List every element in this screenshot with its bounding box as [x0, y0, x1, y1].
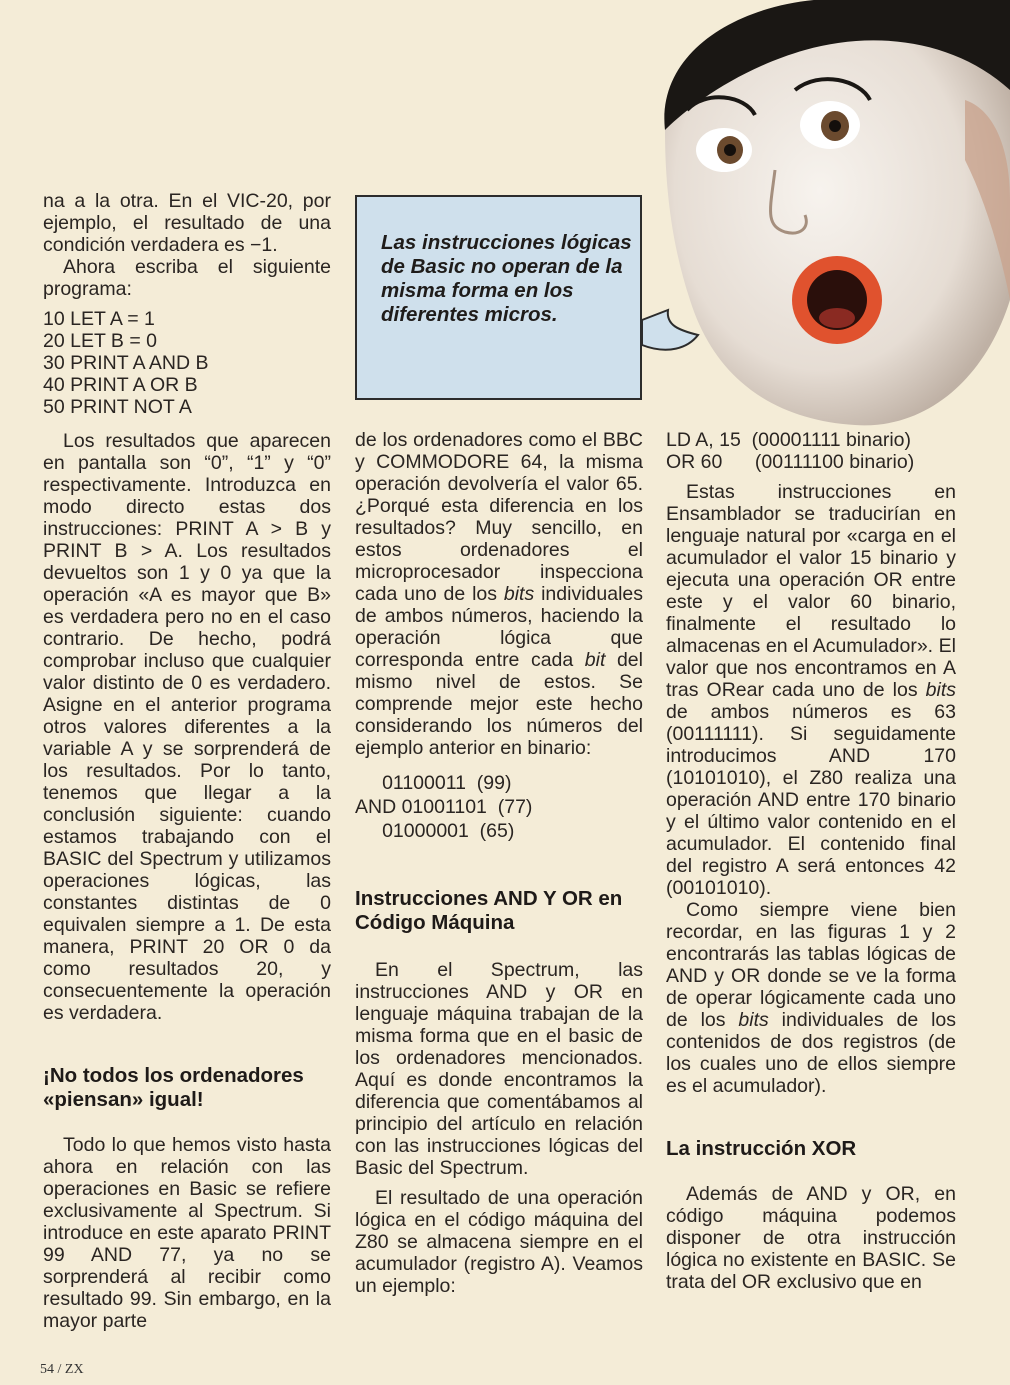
binary-line: 01100011 (99) — [355, 772, 512, 794]
callout-box — [355, 195, 642, 400]
text-run-italic: bit — [584, 649, 606, 671]
text-run: Como siempre viene bien recordar, en las figuras 1 y 2 encontrarás las tablas lógicas de AND y OR donde se ve la forma de operar lógicamente cada uno de los — [666, 899, 956, 1031]
binary-line: 01000001 (65) — [355, 820, 515, 842]
column-2 — [355, 429, 643, 1297]
text-run: individuales de ambos números, haciendo la operación lógica que corresponda entre cada — [355, 583, 643, 671]
paragraph — [666, 481, 956, 899]
paragraph: Además de AND y OR, en código máquina podemos disponer de otra instrucción lógica no existente en BASIC. Se trata del OR exclusivo que en — [666, 1183, 956, 1293]
code-line: 30 PRINT A AND B — [43, 352, 209, 374]
section-heading: ¡No todos los ordenadores «piensan» igual! — [43, 1064, 304, 1111]
paragraph: Todo lo que hemos visto hasta ahora en relación con las operaciones en Basic se refiere exclusivamente al Spectrum. Si introduce en este aparato PRINT 99 AND 77, ya no se sorprenderá al recibir como resultado 99. Sin embargo, en la mayor parte — [43, 1134, 331, 1332]
paragraph: El resultado de una operación lógica en el código máquina del Z80 se almacena siempre en el acumulador (registro A). Veamos un ejemplo: — [355, 1187, 643, 1297]
text-run: Estas instrucciones en Ensamblador se traducirían en lenguaje natural por «carga en el acumulador el valor 15 binario y ejecuta una operación OR entre este y el valor 60 binario, finalmente el resultado lo almacenas en el Acumulador». El valor que nos encontramos en A tras ORear cada uno de los — [666, 481, 956, 701]
text-run: de los ordenadores como el BBC y COMMODORE 64, la misma operación devolvería el valor 65. ¿Porqué esta diferencia en los resultados? Muy sencillo, en estos ordenadores el microprocesador inspecciona cada uno de los — [355, 429, 643, 605]
code-line: 10 LET A = 1 — [43, 308, 155, 330]
code-line: 40 PRINT A OR B — [43, 374, 198, 396]
assembler-example — [666, 429, 956, 473]
text-run-italic: bits — [925, 679, 956, 701]
paragraph: na a la otra. En el VIC-20, por ejemplo, el resultado de una condición verdadera es −1. — [43, 190, 331, 256]
text-run: individuales de los contenidos de dos registros (de los cuales uno de ellos siempre es el acumulador). — [666, 1009, 956, 1097]
speech-bubble-tail-icon — [638, 300, 708, 370]
page-folio: 54 / ZX — [40, 1362, 84, 1377]
column-3 — [666, 429, 956, 1293]
basic-program-listing — [43, 308, 331, 418]
paragraph: Los resultados que aparecen en pantalla son “0”, “1” y “0” respectivamente. Introduzca en modo directo estas dos instrucciones: PRINT A > B y PRINT B > A. Los resultados devueltos son 1 y 0 ya que la operación «A es mayor que B» es verdadera pero no en el caso contrario. De hecho, podrá comprobar incluso que cualquier valor distinto de 0 es verdadero. Asigne en el anterior programa otros valores diferentes a la variable A y se sorprenderá de los resultados. Por lo tanto, tenemos que llegar a la conclusión siguiente: cuando estamos trabajando con el BASIC del Spectrum y utilizamos operaciones lógicas, las constantes distintas de 0 equivalen siempre a 1. De esta manera, PRINT 20 OR 0 da como resultados 20, y consecuentemente la operación es verdadera. — [43, 430, 331, 1024]
callout-text: Las instrucciones lógicas de Basic no operan de la misma forma en los diferentes micros. — [381, 231, 632, 326]
section-heading: Instrucciones AND Y OR en Código Máquina — [355, 887, 623, 934]
paragraph: Ahora escriba el siguiente programa: — [43, 256, 331, 300]
text-run: del mismo nivel de estos. Se comprende mejor este hecho considerando los números del ejemplo anterior en binario: — [355, 649, 643, 759]
text-run-italic: bits — [503, 583, 535, 605]
binary-line: AND 01001101 (77) — [355, 796, 533, 818]
asm-line: OR 60 (00111100 binario) — [666, 451, 915, 473]
paragraph — [355, 429, 643, 759]
code-line: 50 PRINT NOT A — [43, 396, 192, 418]
asm-line: LD A, 15 (00001111 binario) — [666, 429, 911, 451]
binary-example — [355, 771, 643, 843]
paragraph: En el Spectrum, las instrucciones AND y OR en lenguaje máquina trabajan de la misma forma que en el basic de los ordenadores mencionados. Aquí es donde encontramos la diferencia que comentábamos al principio del artículo en relación con las instrucciones lógicas del Basic del Spectrum. — [355, 959, 643, 1179]
paragraph — [666, 899, 956, 1097]
section-heading: La instrucción XOR — [666, 1137, 857, 1160]
column-1 — [43, 190, 331, 1332]
code-line: 20 LET B = 0 — [43, 330, 158, 352]
text-run: de ambos números es 63 (00111111). Si seguidamente introducimos AND 170 (10101010), el Z80 realiza una operación AND entre 170 binario y el último valor contenido en el acumulador. El contenido final del registro A será entonces 42 (00101010). — [666, 701, 956, 899]
text-run-italic: bits — [738, 1009, 769, 1031]
